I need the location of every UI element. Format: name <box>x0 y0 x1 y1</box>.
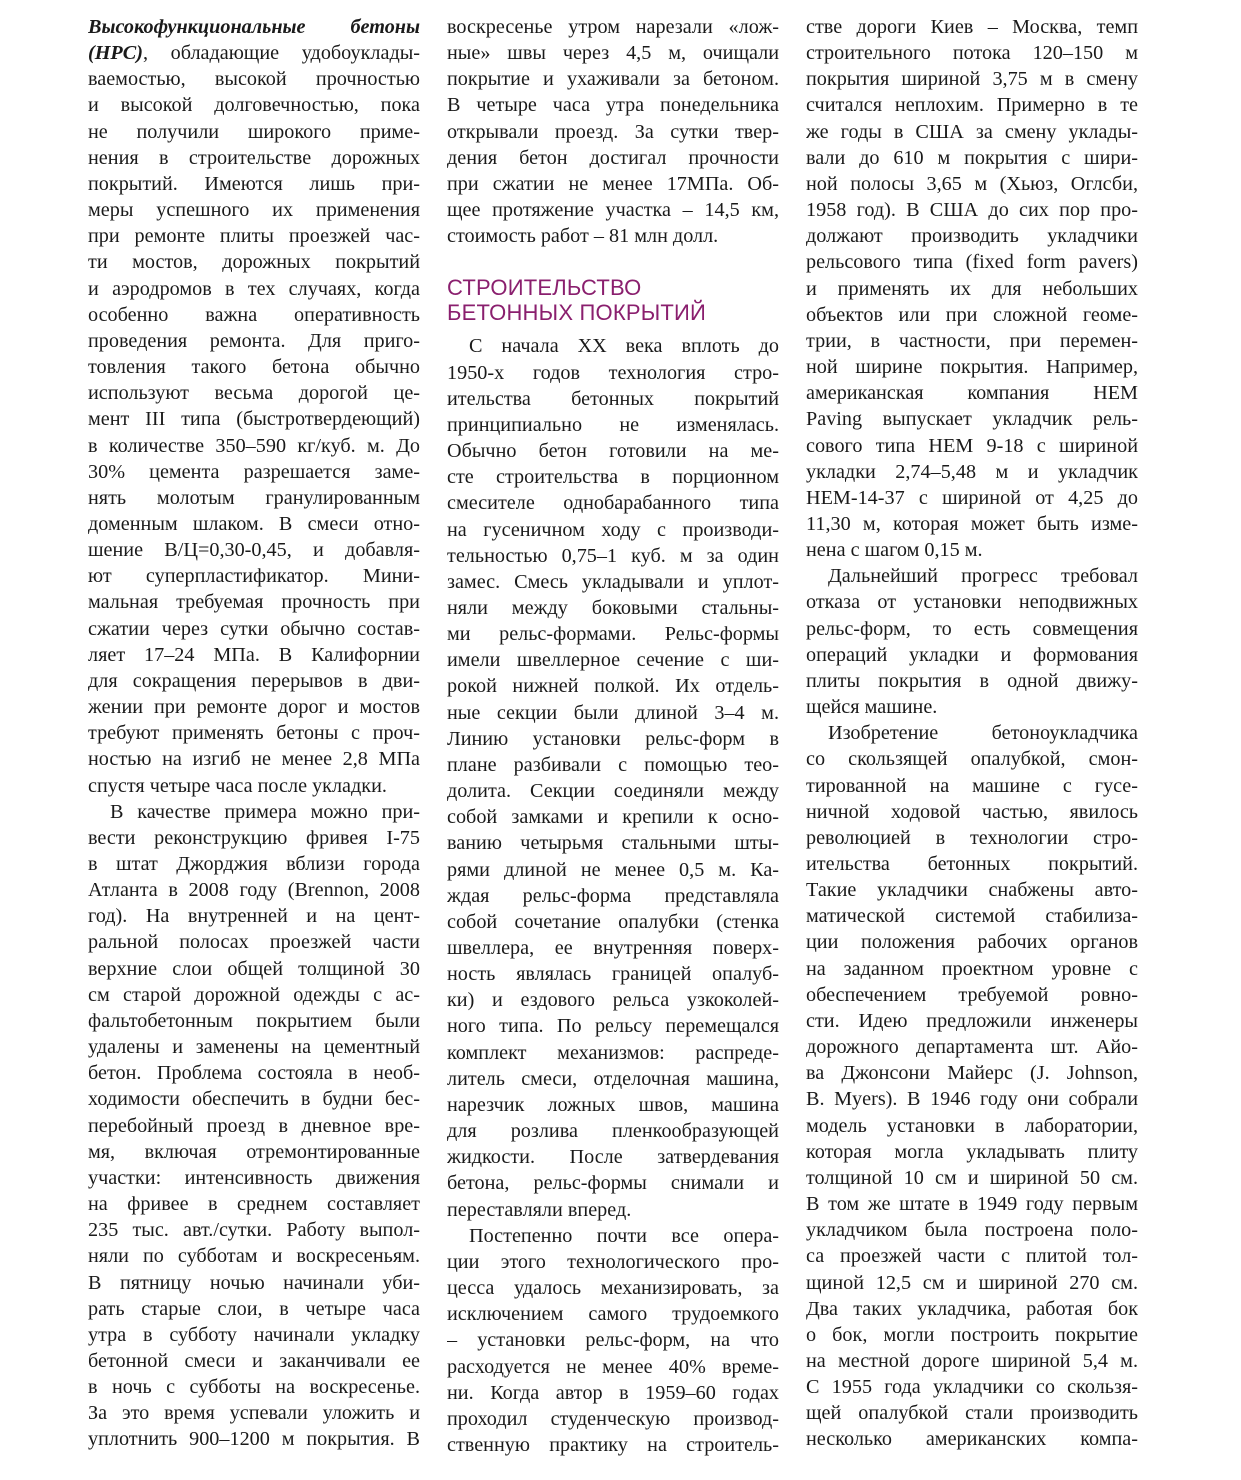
text-line: HEM-14-37 с шириной от 4,25 до <box>806 486 1138 509</box>
text-line: няли по субботам и воскресеньям. <box>88 1245 420 1268</box>
text-line: швеллера, ее внутренняя поверх- <box>447 937 779 959</box>
text-line: покрытие и ухаживали за бетоном. <box>447 68 779 91</box>
text-line: год). На внутренней и на цент- <box>88 905 420 928</box>
text-line: проведения ремонта. Для приго- <box>88 329 420 352</box>
text-line: рями длиной не менее 0,5 м. Ка- <box>447 858 779 881</box>
text-line: революцией в технологии стро- <box>806 826 1138 849</box>
paragraph-continuation <box>806 14 1138 563</box>
text-line: дения бетон достигал прочности <box>447 146 779 169</box>
text-line: ительства бетонных покрытий. <box>806 853 1138 875</box>
text-line: используют весьма дорогой це- <box>88 382 420 405</box>
text-line: строительного потока 120–150 м <box>806 42 1138 65</box>
text-line: жении при ремонте дорог и мостов <box>88 696 420 719</box>
text-line: уплотнить 900–1200 м покрытия. В <box>88 1428 420 1451</box>
text-line: товления такого бетона обычно <box>88 356 420 379</box>
spacer <box>447 249 779 275</box>
text-line: ходимости обеспечить в будни бес- <box>88 1088 420 1111</box>
text-line: щей опалубкой стали производить <box>806 1402 1138 1425</box>
text-line: стве дороги Киев – Москва, темп <box>806 16 1138 38</box>
text-line: объектов или при сложной геоме- <box>806 303 1138 326</box>
text-line: Дальнейший прогресс требовал <box>828 565 1138 588</box>
text-line: 1958 год). В США до сих пор про- <box>806 199 1138 222</box>
text-line: ральной полосах проезжей части <box>88 931 420 954</box>
text-line: За это время успевали уложить и <box>88 1402 420 1425</box>
text-line: верхние слои общей толщиной 30 <box>88 957 420 980</box>
text-line: са проезжей части с плитой тол- <box>806 1245 1138 1268</box>
text-line: на фривее в среднем составляет <box>88 1193 420 1216</box>
text-line: сте строительства в порционном <box>447 466 779 489</box>
text-line: ванию четырьмя стальными шты- <box>447 832 779 855</box>
text-line: матической системой стабилиза- <box>806 905 1138 928</box>
text-line: расходуется не менее 40% време- <box>447 1355 779 1378</box>
text-line: 11,30 м, которая может быть изме- <box>806 512 1138 535</box>
text-line: при сжатии не менее 17МПа. Об- <box>447 172 779 195</box>
text-line: ва Джонсони Майерс (J. Johnson, <box>806 1062 1138 1085</box>
text-line: С начала XX века вплоть до <box>469 335 779 358</box>
text-line: мент III типа (быстротвердеющий) <box>88 408 420 431</box>
text-line: спустя четыре часа после укладки. <box>88 774 387 797</box>
text-line: особенно важна оперативность <box>88 303 420 326</box>
text-line: нарезчик ложных швов, машина <box>447 1093 779 1116</box>
column-2 <box>447 14 779 1474</box>
paragraph-invention <box>806 720 1138 1452</box>
text-line: покрытия шириной 3,75 м в смену <box>806 68 1138 91</box>
text-line: укладчиком была построена поло- <box>806 1219 1138 1242</box>
text-line: ки) и ездового рельса узкоколей- <box>447 989 779 1012</box>
text-line: ни. Когда автор в 1959–60 годах <box>447 1381 779 1404</box>
spacer <box>447 325 779 333</box>
text-line: цесса удалось механизировать, за <box>447 1277 779 1300</box>
text-line: при ремонте плиты проезжей час- <box>88 225 420 248</box>
text-line: участки: интенсивность движения <box>88 1166 420 1189</box>
text-line <box>88 14 420 40</box>
text-line: же годы в США за смену уклады- <box>806 120 1138 143</box>
text-line: ственную практику на строитель- <box>447 1433 779 1456</box>
text-line: рать старые слои, в четыре часа <box>88 1297 420 1320</box>
text-line: ные» швы через 4,5 м, очищали <box>447 42 779 65</box>
text-line: В том же штате в 1949 году первым <box>806 1193 1138 1216</box>
text-line: – установки рельс-форм, на что <box>447 1329 779 1352</box>
heading-line-2: БЕТОННЫХ ПОКРЫТИЙ <box>447 300 707 326</box>
text-line: ляет 17–24 МПа. В Калифорнии <box>88 643 420 666</box>
text-line: со скользящей опалубкой, смон- <box>806 748 1138 771</box>
text-line: Атланта в 2008 году (Brennon, 2008 <box>88 879 420 902</box>
heading-line-1: СТРОИТЕЛЬСТВО <box>447 275 642 301</box>
text-line: В качестве примера можно при- <box>110 800 420 823</box>
text-line: покрытий. Имеются лишь при- <box>88 172 420 195</box>
text-line: переставляли вперед. <box>447 1198 632 1221</box>
text-line: требуют применять бетоны с проч- <box>88 722 420 745</box>
text-line: смесителе однобарабанного типа <box>447 492 779 515</box>
text-line: меры успешного их применения <box>88 199 420 222</box>
text-line: ти мостов, дорожных покрытий <box>88 251 420 274</box>
text-line: исключением самого трудоемкого <box>447 1303 779 1326</box>
text-line: щиной 12,5 см и шириной 270 см. <box>806 1271 1138 1294</box>
text-line: должают производить укладчики <box>806 225 1138 248</box>
text-line: ют суперпластификатор. Мини- <box>88 565 420 588</box>
text-line: вести реконструкцию фривея I-75 <box>88 826 420 849</box>
text-line: нения в строительстве дорожных <box>88 146 420 169</box>
text-line: собой замками и крепили к осно- <box>447 806 779 829</box>
text-line: и высокой долговечностью, пока <box>88 94 420 117</box>
lead-term: Высокофункциональные бетоны <box>88 16 420 38</box>
text-line: B. Myers). В 1946 году они собрали <box>806 1088 1138 1111</box>
text-line: отказа от установки неподвижных <box>806 591 1138 614</box>
text-fragment: , обладающие удобоуклады- <box>142 42 420 65</box>
text-line: в штат Джорджия вблизи города <box>88 853 420 875</box>
text-line: рельс-форм, то есть совмещения <box>806 617 1138 640</box>
text-line: в количестве 350–590 кг/куб. м. До <box>88 434 420 457</box>
text-line: 235 тыс. авт./сутки. Работу выпол- <box>88 1219 420 1242</box>
text-line: рельсового типа (fixed form pavers) <box>806 251 1138 274</box>
text-line: ной ширине покрытия. Например, <box>806 356 1138 379</box>
text-line: мальная требуемая прочность при <box>88 591 420 614</box>
text-line: и аэродромов в тех случаях, когда <box>88 277 420 300</box>
text-line: укладки 2,74–5,48 м и укладчик <box>806 460 1138 483</box>
text-line: доменным шлаком. В смеси отно- <box>88 512 420 535</box>
text-line: собой сочетание опалубки (стенка <box>447 910 779 933</box>
text-line: модель установки в лаборатории, <box>806 1114 1138 1137</box>
text-line: 1950-х годов технология стро- <box>447 361 779 384</box>
text-line: для сокращения перерывов в дви- <box>88 669 420 692</box>
text-line: перебойный проезд в дневное вре- <box>88 1114 420 1137</box>
text-line: бетонной смеси и заканчивали ее <box>88 1349 420 1372</box>
text-line: жидкости. После затвердевания <box>447 1146 779 1169</box>
text-line: ми рельс-формами. Рельс-формы <box>447 623 779 646</box>
text-line: Постепенно почти все опера- <box>469 1224 779 1247</box>
text-line: В четыре часа утра понедельника <box>447 94 779 117</box>
text-line: и применять их для небольших <box>806 277 1138 300</box>
text-line: ной полосы 3,65 м (Хьюз, Оглсби, <box>806 172 1138 195</box>
text-line: см старой дорожной одежды с ас- <box>88 983 420 1006</box>
text-line: американская компания HEM <box>806 382 1138 405</box>
text-line: ные секции были длиной 3–4 м. <box>447 701 779 724</box>
paragraph-mechanization <box>447 1223 779 1458</box>
text-line: плиты покрытия в одной движу- <box>806 669 1138 692</box>
text-line: Paving выпускает укладчик рель- <box>806 408 1138 431</box>
text-line: бетон. Проблема состояла в необ- <box>88 1062 420 1085</box>
text-line: шение В/Ц=0,30-0,45, и добавля- <box>88 539 420 562</box>
text-line: бетона, рельс-формы снимали и <box>447 1172 779 1195</box>
text-line: фальтобетонным покрытием были <box>88 1009 420 1032</box>
text-line: сжатии через сутки обычно состав- <box>88 617 420 640</box>
text-line: ностью на изгиб не менее 2,8 МПа <box>88 748 420 771</box>
text-line: 30% цемента разрешается заме- <box>88 460 420 483</box>
text-line: принципиально не изменялась. <box>447 413 779 436</box>
text-line: не получили широкого приме- <box>88 120 420 143</box>
text-line: удалены и заменены на цементный <box>88 1036 420 1059</box>
text-line: на местной дороге шириной 5,4 м. <box>806 1349 1138 1372</box>
text-line: Изобретение бетоноукладчика <box>828 722 1138 745</box>
section-heading <box>447 275 779 325</box>
text-line: щее протяжение участка – 14,5 км, <box>447 199 779 222</box>
text-line: на заданном проектном уровне с <box>806 957 1138 980</box>
text-line: няли между боковыми стальны- <box>447 596 779 619</box>
column-1 <box>88 14 420 1474</box>
text-line: Два таких укладчика, работая бок <box>806 1297 1138 1320</box>
text-line: замес. Смесь укладывали и уплот- <box>447 570 779 593</box>
text-line: открывали проезд. За сутки твер- <box>447 120 779 143</box>
paragraph-continuation <box>447 14 779 249</box>
text-line: С 1955 года укладчики со скользя- <box>806 1376 1138 1399</box>
text-line: комплект механизмов: распреде- <box>447 1041 779 1064</box>
text-line: нять молотым гранулированным <box>88 486 420 509</box>
text-line: рокой нижней полкой. Их отдель- <box>447 675 779 698</box>
text-line: тированной на машине с гусе- <box>806 774 1138 797</box>
lead-term-abbr: (HPC) <box>88 42 143 65</box>
text-line: щейся машине. <box>806 696 938 719</box>
text-line: долита. Секции соединяли между <box>447 780 779 803</box>
text-line: операций укладки и формования <box>806 643 1138 666</box>
paragraph-progress <box>806 563 1138 720</box>
text-line: нена с шагом 0,15 м. <box>806 539 983 562</box>
text-line: ции положения рабочих органов <box>806 931 1138 954</box>
text-line: на гусеничном ходу с производи- <box>447 518 779 541</box>
text-line: считался неплохим. Примерно в те <box>806 94 1138 117</box>
text-line: толщиной 10 см и шириной 50 см. <box>806 1166 1138 1189</box>
text-line: вали до 610 м покрытия с шири- <box>806 146 1138 169</box>
column-3 <box>806 14 1138 1474</box>
text-line: несколько американских компа- <box>806 1428 1138 1451</box>
text-line <box>88 40 420 66</box>
text-line: для розлива пленкообразующей <box>447 1120 779 1143</box>
text-line: проходил студенческую производ- <box>447 1407 779 1430</box>
text-line: ждая рельс-форма представляла <box>447 884 779 907</box>
text-line: ваемостью, высокой прочностью <box>88 68 420 91</box>
text-line: сти. Идею предложили инженеры <box>806 1009 1138 1032</box>
text-line: ительства бетонных покрытий <box>447 387 779 410</box>
text-line: ность являлась границей опалуб- <box>447 963 779 986</box>
text-line: утра в субботу начинали укладку <box>88 1323 420 1346</box>
paragraph-example <box>88 799 420 1453</box>
text-line: обеспечением требуемой ровно- <box>806 983 1138 1006</box>
text-line: Линию установки рельс-форм в <box>447 727 779 750</box>
text-line: мя, включая отремонтированные <box>88 1140 420 1163</box>
text-line: воскресенье утром нарезали «лож- <box>447 16 779 38</box>
text-line: о бок, могли построить покрытие <box>806 1323 1138 1346</box>
text-line: В пятницу ночью начинали уби- <box>88 1271 420 1294</box>
text-line: Такие укладчики снабжены авто- <box>806 879 1138 902</box>
text-line: Обычно бетон готовили на ме- <box>447 440 779 463</box>
text-line: трии, в частности, при перемен- <box>806 329 1138 352</box>
text-line: ничной ходовой частью, явилось <box>806 800 1138 823</box>
text-line: стоимость работ – 81 млн долл. <box>447 225 719 248</box>
text-line: плане разбивали с помощью тео- <box>447 753 779 776</box>
paragraph-hpc <box>88 14 420 799</box>
text-line: тельностью 0,75–1 куб. м за один <box>447 544 779 567</box>
text-line: которая могла укладывать плиту <box>806 1140 1138 1163</box>
text-line: литель смеси, отделочная машина, <box>447 1067 779 1090</box>
paragraph-history <box>447 333 779 1222</box>
text-line: ного типа. По рельсу перемещался <box>447 1015 779 1038</box>
text-line: в ночь с субботы на воскресенье. <box>88 1376 420 1399</box>
text-line: сового типа HEM 9-18 с шириной <box>806 434 1138 457</box>
text-line: имели швеллерное сечение с ши- <box>447 649 779 672</box>
article-page <box>88 14 1150 1474</box>
text-line: дорожного департамента шт. Айо- <box>806 1036 1138 1059</box>
text-line: ции этого технологического про- <box>447 1250 779 1273</box>
